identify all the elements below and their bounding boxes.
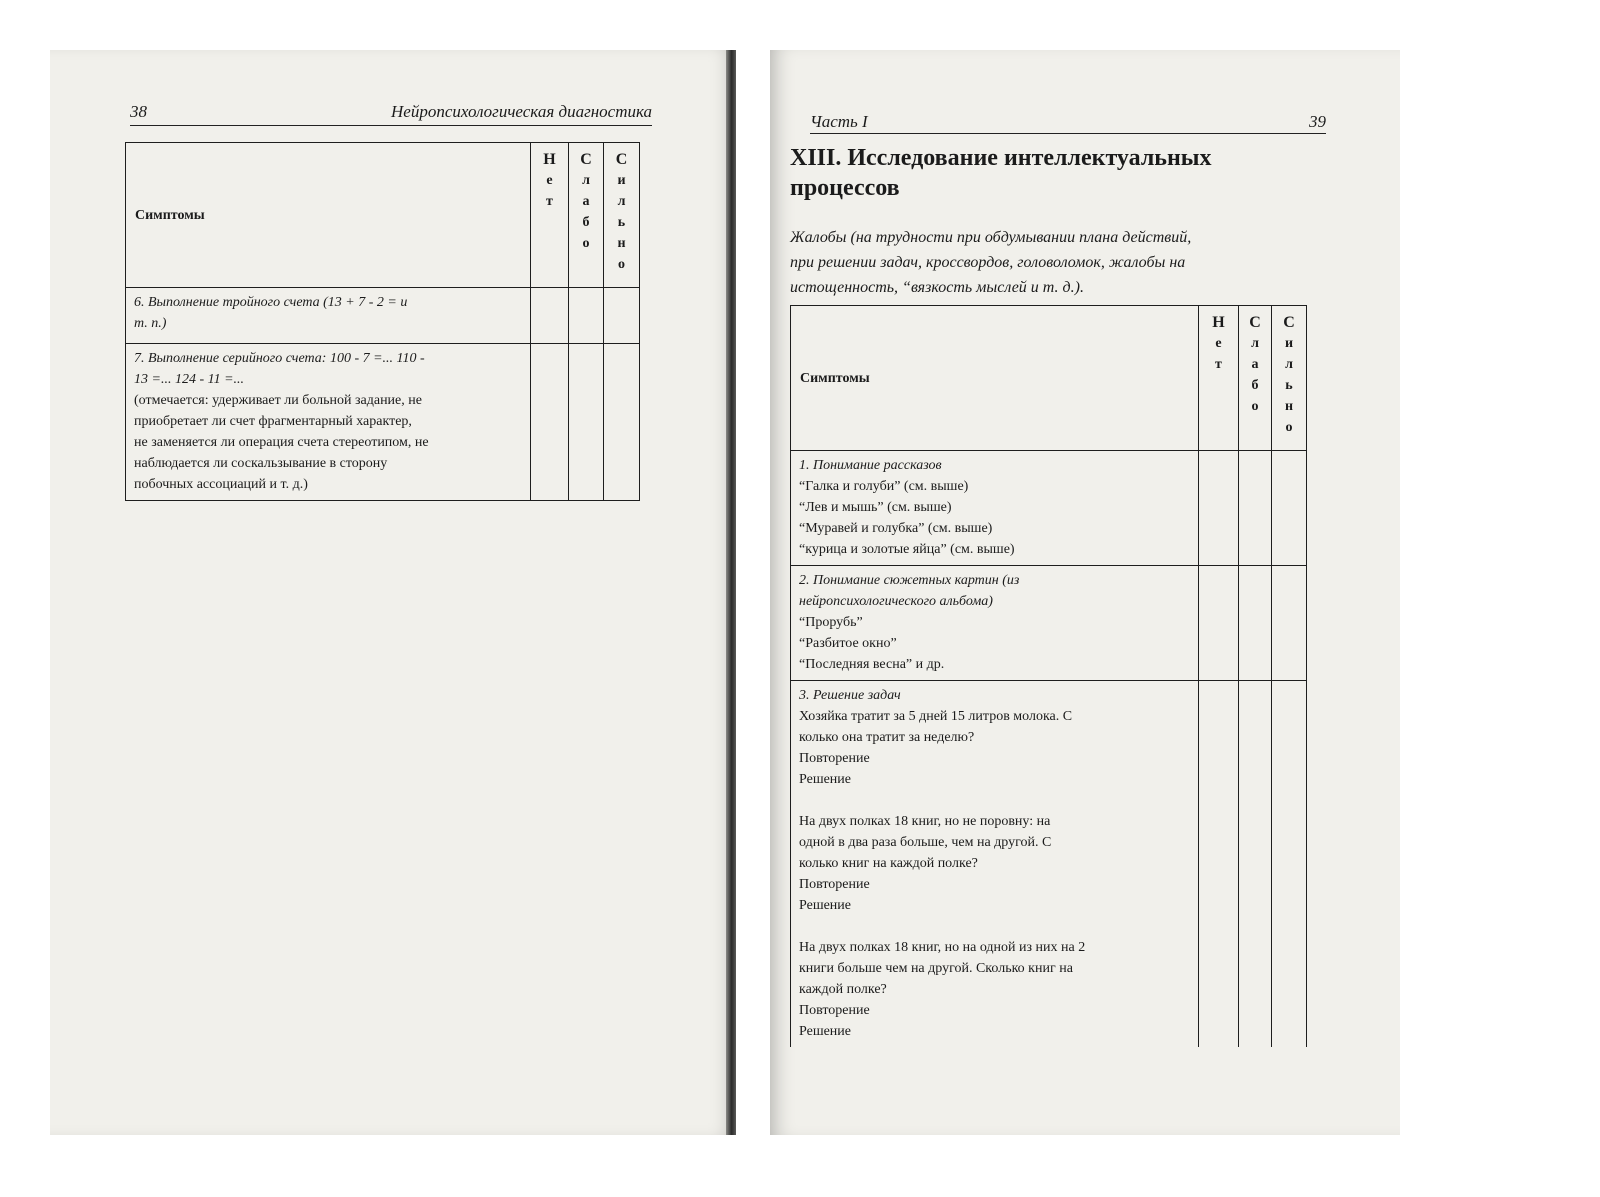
symptom-line: колько она тратит за неделю? xyxy=(799,730,975,745)
column-letter: ь xyxy=(1285,378,1293,393)
mark-cell-silno[interactable] xyxy=(1272,566,1307,681)
col-header-silno xyxy=(1272,306,1307,451)
symptom-heading-line: 2. Понимание сюжетных картин (из xyxy=(799,573,1020,588)
section-title xyxy=(790,143,1310,203)
mark-cell-net[interactable] xyxy=(1199,681,1239,1048)
left-page-number: 38 xyxy=(130,102,147,121)
mark-cell-slabo[interactable] xyxy=(1239,566,1272,681)
column-letter: С xyxy=(580,151,592,168)
symptom-heading-line: т. п.) xyxy=(134,316,167,331)
symptom-heading-line: 6. Выполнение тройного счета (13 + 7 - 2 = и xyxy=(134,295,408,310)
column-letter: т xyxy=(546,194,553,209)
column-letter: и xyxy=(617,173,626,188)
column-letter: о xyxy=(618,257,625,272)
column-letter: а xyxy=(582,194,590,209)
column-letter: С xyxy=(1249,314,1261,331)
book-gutter xyxy=(726,50,736,1135)
column-letter: л xyxy=(617,194,626,209)
right-running-head xyxy=(810,112,1326,134)
symptom-line: Хозяйка тратит за 5 дней 15 литров молока. С xyxy=(799,709,1073,724)
symptom-line: “Прорубь” xyxy=(799,615,863,630)
left-page xyxy=(50,50,736,1135)
column-letter: о xyxy=(1285,420,1293,435)
mark-cell-silno[interactable] xyxy=(604,288,640,344)
complaints-paragraph xyxy=(790,225,1310,300)
mark-cell-silno[interactable] xyxy=(1272,681,1307,1048)
symptom-line: (отмечается: удерживает ли больной задание, не xyxy=(134,393,422,408)
complaints-line: истощенность, “вязкость мыслей и т. д.). xyxy=(790,279,1084,296)
symptom-line: “Последняя весна” и др. xyxy=(799,657,945,672)
symptom-line: одной в два раза больше, чем на другой. С xyxy=(799,835,1052,850)
symptom-line: Решение xyxy=(799,898,852,913)
mark-cell-silno[interactable] xyxy=(1272,451,1307,566)
symptom-heading-line: 3. Решение задач xyxy=(799,688,901,703)
symptom-line: “Галка и голуби” (см. выше) xyxy=(799,479,969,494)
column-letter: н xyxy=(617,236,626,251)
column-letter: л xyxy=(582,173,590,188)
symptom-cell xyxy=(126,288,531,344)
symptom-line: приобретает ли счет фрагментарный характер, xyxy=(134,414,412,429)
symptom-line: колько книг на каждой полке? xyxy=(799,856,978,871)
mark-cell-slabo[interactable] xyxy=(1239,681,1272,1048)
column-letter: е xyxy=(1215,336,1222,351)
column-letter: л xyxy=(1285,357,1293,372)
symptom-line: побочных ассоциаций и т. д.) xyxy=(134,477,308,492)
column-letter: и xyxy=(1284,336,1294,351)
column-letter: С xyxy=(1283,314,1295,331)
section-title-line: процессов xyxy=(790,175,900,201)
column-letter: С xyxy=(615,151,628,168)
symptom-line: Повторение xyxy=(799,1003,870,1018)
symptom-heading-line: 1. Понимание рассказов xyxy=(799,458,942,473)
complaints-line: Жалобы (на трудности при обдумывании плана действий, xyxy=(790,229,1192,246)
column-letter: н xyxy=(1284,399,1294,414)
symptom-line: “Лев и мышь” (см. выше) xyxy=(799,500,952,515)
mark-cell-slabo[interactable] xyxy=(1239,451,1272,566)
line-gap xyxy=(799,916,1190,937)
right-symptoms-table xyxy=(790,305,1307,1047)
column-letter: о xyxy=(582,236,590,251)
symptoms-header: Симптомы xyxy=(791,306,1199,451)
mark-cell-slabo[interactable] xyxy=(569,288,604,344)
symptom-line: На двух полках 18 книг, но не поровну: на xyxy=(799,814,1051,829)
line-gap xyxy=(799,790,1190,811)
column-letter: Н xyxy=(1212,314,1225,331)
symptom-line: каждой полке? xyxy=(799,982,887,997)
symptom-line: Повторение xyxy=(799,751,870,766)
complaints-line: при решении задач, кроссвордов, головоломок, жалобы на xyxy=(790,254,1186,271)
column-letter: а xyxy=(1251,357,1259,372)
symptom-heading-line: нейропсихологического альбома) xyxy=(799,594,993,609)
right-page-number: 39 xyxy=(1309,112,1326,131)
mark-cell-net[interactable] xyxy=(1199,566,1239,681)
col-header-silno xyxy=(604,143,640,288)
symptom-heading-line: 7. Выполнение серийного счета: 100 - 7 =... 110 - xyxy=(134,351,425,366)
symptom-line: “Разбитое окно” xyxy=(799,636,897,651)
column-letter: б xyxy=(1251,378,1259,393)
column-letter: Н xyxy=(543,151,556,168)
symptom-line: не заменяется ли операция счета стереотипом, не xyxy=(134,435,429,450)
right-page xyxy=(770,50,1400,1135)
symptom-line: книги больше чем на другой. Сколько книг на xyxy=(799,961,1073,976)
symptom-line: На двух полках 18 книг, но на одной из них на 2 xyxy=(799,940,1086,955)
symptom-line: “Муравей и голубка” (см. выше) xyxy=(799,521,993,536)
symptom-heading-line: 13 =... 124 - 11 =... xyxy=(134,372,245,387)
symptom-line: наблюдается ли соскальзывание в сторону xyxy=(134,456,388,471)
symptom-cell xyxy=(791,451,1199,566)
part-label: Часть I xyxy=(810,112,868,131)
symptom-cell xyxy=(126,344,531,501)
column-letter: ь xyxy=(617,215,626,230)
mark-cell-silno[interactable] xyxy=(604,344,640,501)
mark-cell-net[interactable] xyxy=(531,288,569,344)
section-title-line: XIII. Исследование интеллектуальных xyxy=(790,145,1212,171)
left-running-head xyxy=(130,102,652,126)
symptom-line: Решение xyxy=(799,1024,852,1039)
symptom-cell xyxy=(791,566,1199,681)
symptom-line: “курица и золотые яйца” (см. выше) xyxy=(799,542,1015,557)
symptom-line: Решение xyxy=(799,772,852,787)
column-letter: л xyxy=(1251,336,1259,351)
mark-cell-net[interactable] xyxy=(531,344,569,501)
col-header-slabo xyxy=(1239,306,1272,451)
symptoms-header: Симптомы xyxy=(126,143,531,288)
column-letter: е xyxy=(546,173,553,188)
mark-cell-slabo[interactable] xyxy=(569,344,604,501)
left-symptoms-table xyxy=(125,142,640,501)
col-header-slabo xyxy=(569,143,604,288)
symptom-cell xyxy=(791,681,1199,1048)
mark-cell-net[interactable] xyxy=(1199,451,1239,566)
column-letter: о xyxy=(1251,399,1259,414)
left-running-title: Нейропсихологическая диагностика xyxy=(391,102,652,121)
col-header-net xyxy=(1199,306,1239,451)
symptom-line: Повторение xyxy=(799,877,870,892)
column-letter: т xyxy=(1215,357,1222,372)
col-header-net xyxy=(531,143,569,288)
column-letter: б xyxy=(582,215,590,230)
